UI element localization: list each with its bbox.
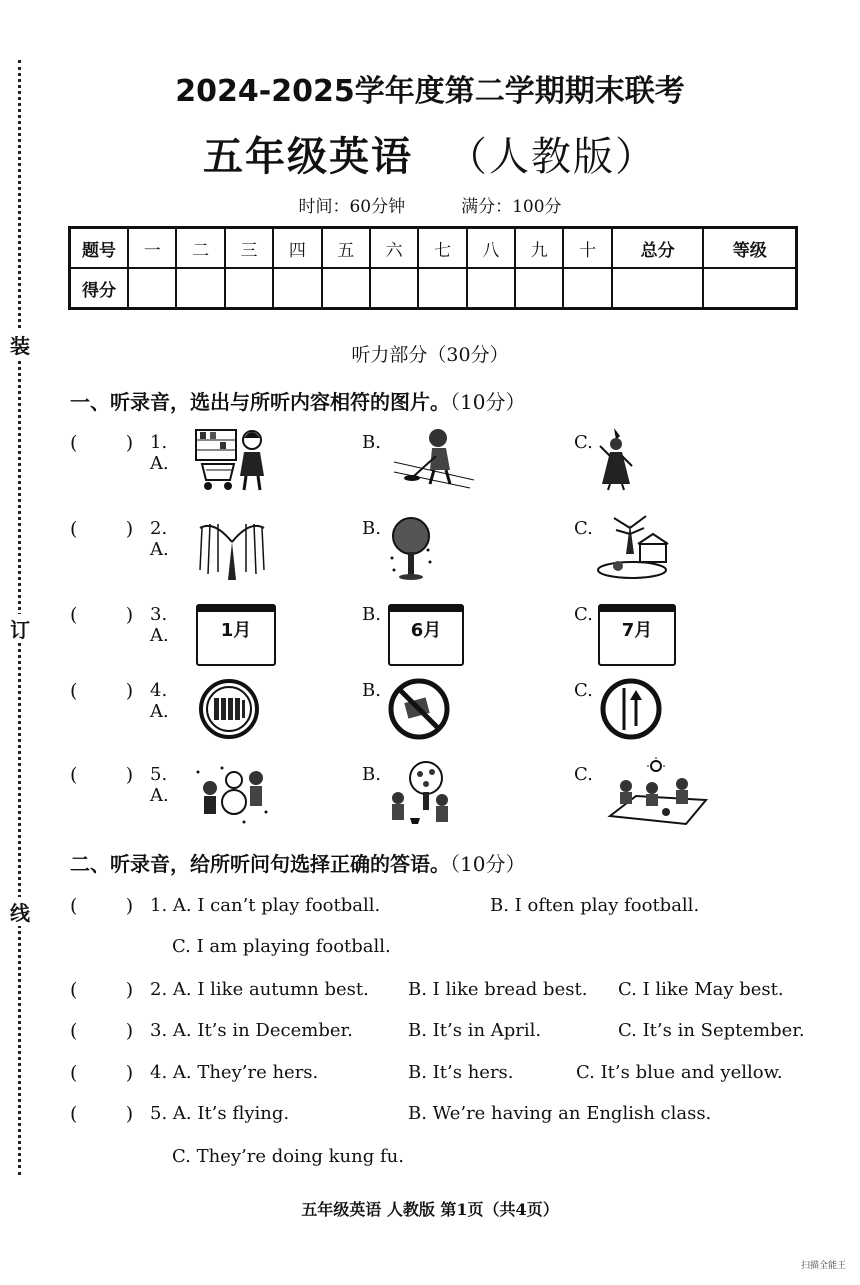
part1-title-text: 一、听录音，选出与所听内容相符的图片。 xyxy=(70,390,450,414)
option-c-label: C. xyxy=(574,432,593,453)
page-footer: 五年级英语 人教版 第1页（共4页） xyxy=(301,1200,559,1219)
part1-title xyxy=(70,386,525,415)
answer-option-c: C. It’s in September. xyxy=(618,1020,805,1041)
calendar-label: 6月 xyxy=(410,620,442,641)
answer-blank[interactable]: ( ) xyxy=(70,1062,134,1084)
score-cell[interactable] xyxy=(612,268,704,309)
option-b-label: B. xyxy=(362,764,381,785)
answer-option-a: 4. A. They’re hers. xyxy=(150,1062,319,1083)
score-cell[interactable] xyxy=(467,268,515,309)
part2-question-2 xyxy=(70,979,810,1003)
calendar-january-picture xyxy=(196,604,276,666)
answer-option-a: 1. A. I can’t play football. xyxy=(150,895,381,916)
score-cell[interactable] xyxy=(128,268,176,309)
answer-option-a: 3. A. It’s in December. xyxy=(150,1020,353,1041)
part2-points: （10分） xyxy=(450,852,526,876)
option-c-label: C. xyxy=(574,518,593,539)
answer-option-b: B. I like bread best. xyxy=(408,979,588,1000)
no-littering-sign-icon xyxy=(388,678,450,740)
part2-question-5 xyxy=(70,1103,810,1127)
score-cell[interactable] xyxy=(563,268,611,309)
score-table-header-row xyxy=(70,228,797,269)
answer-blank[interactable]: ( ) xyxy=(70,680,134,702)
binding-char-zhuang: 装 xyxy=(8,330,32,359)
option-c-label: C. xyxy=(574,764,593,785)
option-a-label: 5. A. xyxy=(150,764,169,806)
calendar-label: 1月 xyxy=(220,620,252,641)
part2-question-1 xyxy=(70,895,810,919)
score-col: 五 xyxy=(322,228,370,269)
willow-tree-picture xyxy=(194,514,270,582)
score-table-row-label: 题号 xyxy=(70,228,129,269)
answer-blank[interactable]: ( ) xyxy=(70,1103,134,1125)
snow-fun-picture xyxy=(194,764,270,828)
score-col: 七 xyxy=(418,228,466,269)
option-a-label: 4. A. xyxy=(150,680,169,722)
calendar-label: 7月 xyxy=(621,620,653,641)
exam-time: 时间：60分钟 xyxy=(298,197,406,217)
option-b-label: B. xyxy=(362,518,381,539)
option-c-label: C. xyxy=(574,604,593,625)
option-a-label: 2. A. xyxy=(150,518,169,560)
score-cell[interactable] xyxy=(418,268,466,309)
score-col: 八 xyxy=(467,228,515,269)
winter-scene-picture xyxy=(596,514,672,580)
score-col: 六 xyxy=(370,228,418,269)
score-cell[interactable] xyxy=(370,268,418,309)
calendar-july-picture xyxy=(598,604,676,666)
score-cell[interactable] xyxy=(273,268,321,309)
score-col: 九 xyxy=(515,228,563,269)
score-cell[interactable] xyxy=(225,268,273,309)
option-a-label: 3. A. xyxy=(150,604,169,646)
queue-sign-icon xyxy=(198,678,260,740)
score-col-grade: 等级 xyxy=(703,228,796,269)
sweeping-picture xyxy=(390,426,476,490)
score-col: 十 xyxy=(563,228,611,269)
score-table xyxy=(68,226,798,310)
listening-section-title: 听力部分（30分） xyxy=(351,344,509,366)
answer-option-c: C. They’re doing kung fu. xyxy=(172,1146,404,1167)
answer-option-a: 5. A. It’s flying. xyxy=(150,1103,290,1124)
answer-option-a: 2. A. I like autumn best. xyxy=(150,979,369,1000)
score-table-row-label: 得分 xyxy=(70,268,129,309)
score-table-score-row xyxy=(70,268,797,309)
answer-option-b: B. I often play football. xyxy=(490,895,700,916)
answer-blank[interactable]: ( ) xyxy=(70,1020,134,1042)
answer-blank[interactable]: ( ) xyxy=(70,518,134,540)
part2-question-5-line2 xyxy=(70,1146,810,1170)
dancing-picture xyxy=(596,426,636,492)
part2-question-3 xyxy=(70,1020,810,1044)
autumn-tree-picture xyxy=(386,514,436,582)
part2-title-text: 二、听录音，给所听问句选择正确的答语。 xyxy=(70,852,450,876)
exam-edition: （人教版） xyxy=(447,134,657,180)
score-cell[interactable] xyxy=(703,268,796,309)
answer-option-b: B. It’s in April. xyxy=(408,1020,542,1041)
score-col: 二 xyxy=(176,228,224,269)
calendar-june-picture xyxy=(388,604,464,666)
part2-title xyxy=(70,848,525,877)
exam-subject-line xyxy=(0,125,860,182)
answer-option-b: B. It’s hers. xyxy=(408,1062,514,1083)
exam-title: 2024-2025学年度第二学期期末联考 xyxy=(175,74,685,109)
picking-apples-picture xyxy=(386,760,456,828)
option-c-label: C. xyxy=(574,680,593,701)
score-cell[interactable] xyxy=(322,268,370,309)
answer-option-c: C. I like May best. xyxy=(618,979,784,1000)
shopping-picture xyxy=(194,426,274,492)
score-col: 三 xyxy=(225,228,273,269)
answer-blank[interactable]: ( ) xyxy=(70,432,134,454)
keep-right-sign-icon xyxy=(600,678,662,740)
exam-meta xyxy=(0,192,860,217)
exam-subject: 五年级英语 xyxy=(203,133,413,180)
answer-option-c: C. It’s blue and yellow. xyxy=(576,1062,783,1083)
binding-char-xian: 线 xyxy=(8,897,32,926)
option-b-label: B. xyxy=(362,604,381,625)
answer-option-c: C. I am playing football. xyxy=(172,936,391,957)
picnic-picture xyxy=(606,756,710,828)
answer-blank[interactable]: ( ) xyxy=(70,604,134,626)
exam-full-score: 满分：100分 xyxy=(461,197,562,217)
option-a-label: 1. A. xyxy=(150,432,169,474)
score-col-total: 总分 xyxy=(612,228,704,269)
score-cell[interactable] xyxy=(176,268,224,309)
answer-option-b: B. We’re having an English class. xyxy=(408,1103,712,1124)
scanner-watermark: 扫描全能王 xyxy=(800,1261,846,1271)
answer-blank[interactable]: ( ) xyxy=(70,979,134,1001)
answer-blank[interactable]: ( ) xyxy=(70,764,134,786)
score-cell[interactable] xyxy=(515,268,563,309)
binding-char-ding: 订 xyxy=(8,614,32,643)
part2-question-4 xyxy=(70,1062,810,1086)
answer-blank[interactable]: ( ) xyxy=(70,895,134,917)
option-b-label: B. xyxy=(362,432,381,453)
part1-points: （10分） xyxy=(450,390,526,414)
part2-question-1-line2 xyxy=(70,936,810,960)
option-b-label: B. xyxy=(362,680,381,701)
score-col: 一 xyxy=(128,228,176,269)
score-col: 四 xyxy=(273,228,321,269)
